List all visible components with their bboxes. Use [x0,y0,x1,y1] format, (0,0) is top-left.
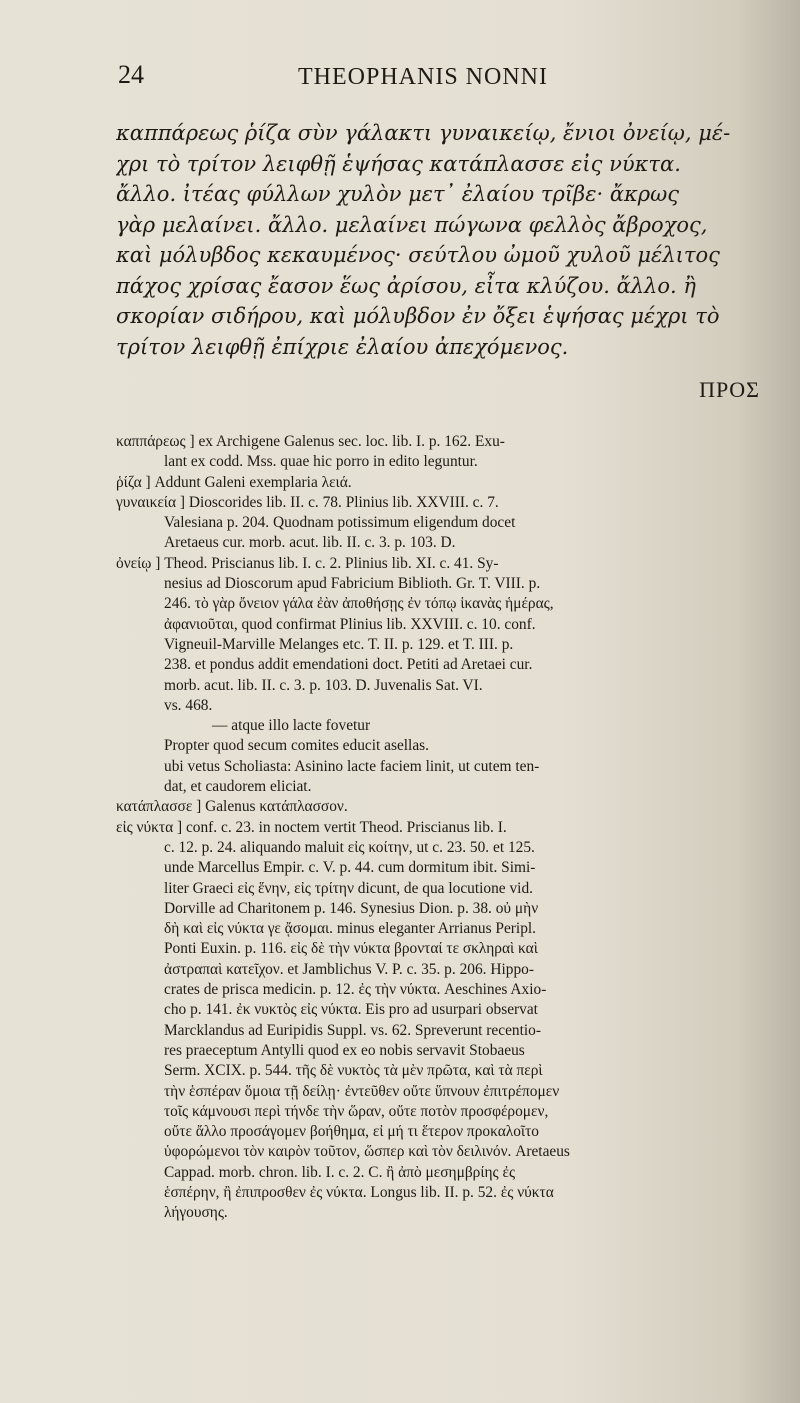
footnote-line: γυναικεία ] Dioscorides lib. II. c. 78. Plinius lib. XXVIII. c. 7. [116,493,499,511]
footnote-line: 246. τὸ γὰρ ὄνειον γάλα ἐὰν ἀποθήσῃς ἐν τόπῳ ἱκανὰς ἡμέρας, [164,595,554,613]
footnote-line: ὑφορώμενοι τὸν καιρὸν τοῦτον, ὥσπερ καὶ τὸν δειλινόν. Aretaeus [164,1143,570,1161]
footnote-line: Ponti Euxin. p. 116. εἰς δὲ τὴν νύκτα βρονταί τε σκληραὶ καὶ [164,940,538,958]
footnote-line: εἰς νύκτα ] conf. c. 23. in noctem vertit Theod. Priscianus lib. I. [116,818,507,836]
footnote-line: Valesiana p. 204. Quodnam potissimum eligendum docet [164,514,516,532]
footnote-line: Dorville ad Charitonem p. 146. Synesius Dion. p. 38. οὐ μὴν [164,899,539,917]
main-text-line: πάχος χρίσας ἔασον ἕως ἀρίσου, εἶτα κλύζου. ἄλλο. ἢ [116,273,696,298]
footnote-line: λήγουσης. [164,1204,228,1222]
footnote-line: Vigneuil-Marville Melanges etc. T. II. p. 129. et T. III. p. [164,635,514,653]
footnote-line: Marcklandus ad Euripidis Suppl. vs. 62. Spreverunt recentio- [164,1021,541,1039]
footnote-line: lant ex codd. Mss. quae hic porro in edito leguntur. [164,453,478,471]
footnote-line: ὀνείῳ ] Theod. Priscianus lib. I. c. 2. Plinius lib. XI. c. 41. Sy- [116,554,499,572]
footnote-line: dat, et caudorem eliciat. [164,778,312,796]
footnote-line: — atque illo lacte fovetur [212,717,371,735]
footnote-line: Aretaeus cur. morb. acut. lib. II. c. 3. p. 103. D. [164,534,456,552]
footnote-line: δὴ καὶ εἰς νύκτα γε ᾄσομαι. minus eleganter Arrianus Peripl. [164,920,537,938]
footnote-line: liter Graeci εἰς ἕνην, εἰς τρίτην dicunt, de qua locutione vid. [164,879,533,897]
footnote-line: unde Marcellus Empir. c. V. p. 44. cum dormitum ibit. Simi- [164,859,536,877]
footnote-line: τοῖς κάμνουσι περὶ τήνδε τὴν ὥραν, οὔτε ποτὸν προσφέρομεν, [164,1102,549,1120]
footnote-line: τὴν ἑσπέραν ὅμοια τῇ δείλῃ· ἐντεῦθεν οὔτε ὕπνουν ἐπιτρέπομεν [164,1082,560,1100]
footnotes [116,432,766,1224]
footnote-line: καππάρεως ] ex Archigene Galenus sec. loc. lib. I. p. 162. Exu- [116,433,505,450]
footnote-line: crates de prisca medicin. p. 12. ἐς τὴν νύκτα. Aeschines Axio- [164,981,547,999]
footnote-line: ἀστραπαὶ κατεῖχον. et Jamblichus V. P. c. 35. p. 206. Hippo- [164,960,534,978]
footnote-line: ἀφανιοῦται, quod confirmat Plinius lib. XXVIII. c. 10. conf. [164,615,536,633]
footnote-line: cho p. 141. ἐκ νυκτὸς εἰς νύκτα. Eis pro ad usurpari observat [164,1001,538,1019]
footnote-line: ῥίζα ] Addunt Galeni exemplaria λειά. [116,473,352,491]
main-text-line: τρίτον λειφθῇ ἐπίχριε ἐλαίου ἀπεχόμενος. [116,334,569,359]
footnote-line: res praeceptum Antylli quod ex eo nobis servavit Stobaeus [164,1041,525,1059]
footnote-line: Propter quod secum comites educit asellas. [164,737,429,755]
running-title: THEOPHANIS NONNI [298,64,548,90]
footnote-line: nesius ad Dioscorum apud Fabricium Biblioth. Gr. T. VIII. p. [164,575,541,593]
main-text-line: καππάρεως ῥίζα σὺν γάλακτι γυναικείῳ, ἔνιοι ὀνείῳ, μέ- [116,121,731,145]
footnote-line: ubi vetus Scholiasta: Asinino lacte faciem linit, ut cutem ten- [164,757,540,775]
footnote-line: ἑσπέρην, ἢ ἐπιπροσθεν ἐς νύκτα. Longus lib. II. p. 52. ἐς νύκτα [164,1183,554,1201]
footnote-line: Serm. XCIX. p. 544. τῆς δὲ νυκτὸς τὰ μὲν πρῶτα, καὶ τὰ περὶ [164,1062,543,1080]
footnote-line: vs. 468. [164,696,213,714]
main-text-line: καὶ μόλυβδος κεκαυμένος· σεύτλου ὠμοῦ χυλοῦ μέλιτος [116,243,720,267]
greek-main-text [116,118,764,362]
main-text-line: γὰρ μελαίνει. ἄλλο. μελαίνει πώγωνα φελλὸς ἄβροχος, [116,212,708,237]
footnote-line: Cappad. morb. chron. lib. I. c. 2. C. ἢ ἀπὸ μεσημβρίης ἐς [164,1163,516,1181]
footnote-line: οὔτε ἄλλο προσάγομεν βοήθημα, εἰ μή τι ἕτερον προκαλοῖτο [164,1123,539,1141]
footnote-line: 238. et pondus addit emendationi doct. Petiti ad Aretaei cur. [164,656,533,674]
footnote-line: c. 12. p. 24. aliquando maluit εἰς κοίτην, ut c. 23. 50. et 125. [164,838,535,856]
catchword: ΠΡΟΣ [699,377,760,402]
footnote-line: morb. acut. lib. II. c. 3. p. 103. D. Juvenalis Sat. VI. [164,676,483,694]
main-text-line: ἄλλο. ἰτέας φύλλων χυλὸν μετ᾽ ἐλαίου τρῖβε· ἄκρως [116,182,680,206]
page-number: 24 [118,60,144,89]
main-text-line: χρι τὸ τρίτον λειφθῇ ἑψήσας κατάπλασσε εἰς νύκτα. [116,151,681,176]
footnote-line: κατάπλασσε ] Galenus κατάπλασσον. [116,798,348,816]
main-text-line: σκορίαν σιδήρου, καὶ μόλυβδον ἐν ὄξει ἑψήσας μέχρι τὸ [116,304,720,328]
page-header [118,58,740,98]
